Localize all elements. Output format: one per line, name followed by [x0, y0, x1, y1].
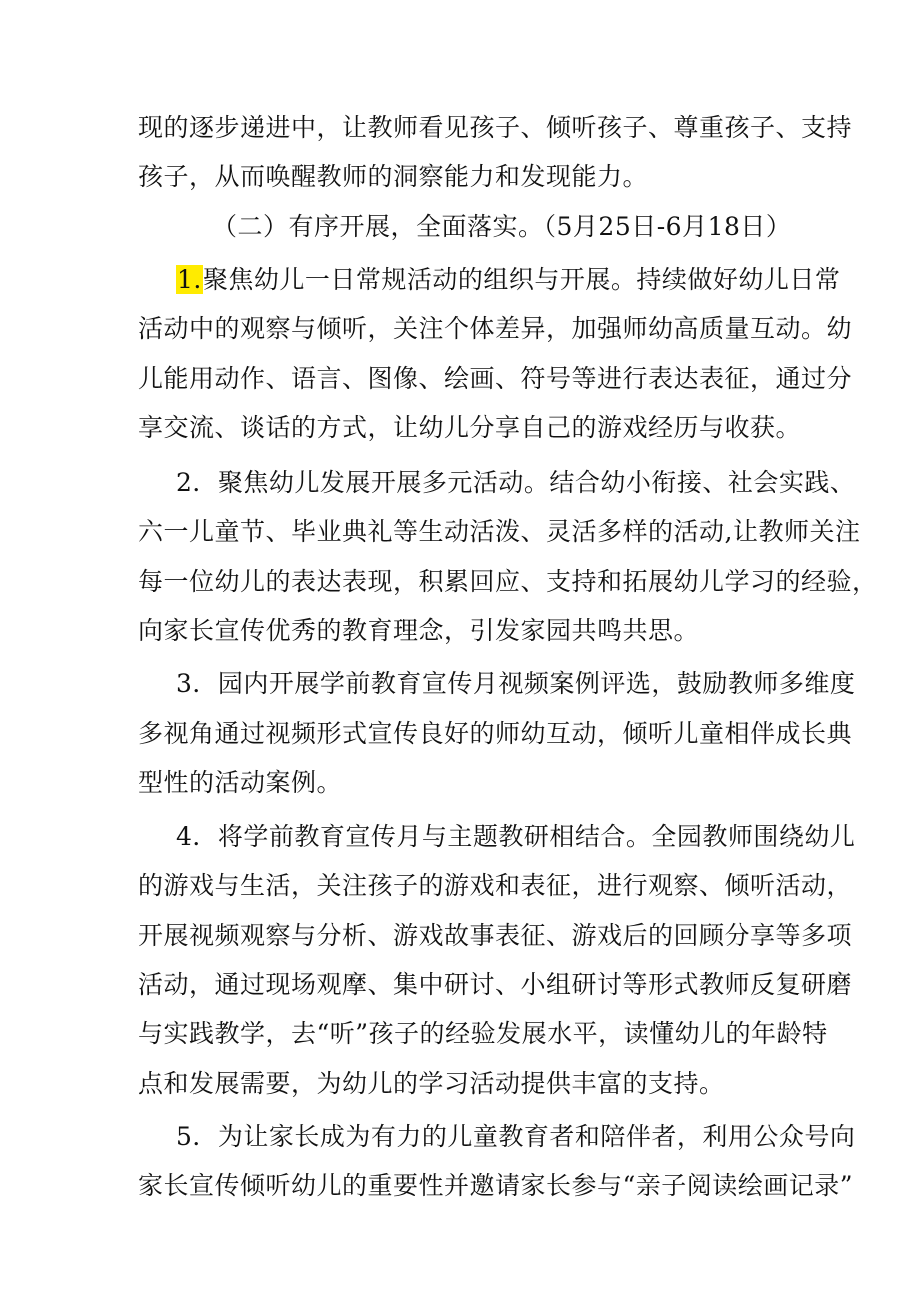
list-item-2-first-line: 2．聚焦幼儿发展开展多元活动。结合幼小衔接、社会实践、: [176, 468, 856, 497]
text-line: 的游戏与生活，关注孩子的游戏和表征，进行观察、倾听活动，: [138, 871, 853, 900]
text-line: 聚焦幼儿一日常规活动的组织与开展。持续做好幼儿日常: [202, 265, 841, 294]
text-line: 现的逐步递进中，让教师看见孩子、倾听孩子、尊重孩子、支持: [138, 113, 853, 142]
list-item-3-first-line: 3．园内开展学前教育宣传月视频案例评选，鼓励教师多维度: [176, 669, 856, 698]
text-line: 型性的活动案例。: [138, 768, 343, 797]
list-item-5-first-line: 5．为让家长成为有力的儿童教育者和陪伴者，利用公众号向: [176, 1122, 856, 1151]
text-line: 活动，通过现场观摩、集中研讨、小组研讨等形式教师反复研磨: [138, 970, 853, 999]
text-line: 孩子，从而唤醒教师的洞察能力和发现能力。: [138, 162, 649, 191]
text-line: 活动中的观察与倾听，关注个体差异，加强师幼高质量互动。幼: [138, 314, 853, 343]
item-number-highlight: 1.: [177, 265, 202, 294]
list-item-4-first-line: 4．将学前教育宣传月与主题教研相结合。全园教师围绕幼儿: [176, 822, 856, 851]
text-line: 向家长宣传优秀的教育理念，引发家园共鸣共思。: [138, 616, 700, 645]
text-line: 六一儿童节、毕业典礼等生动活泼、灵活多样的活动,让教师关注: [138, 517, 861, 546]
text-line: 家长宣传倾听幼儿的重要性并邀请家长参与“亲子阅读绘画记录”: [138, 1171, 854, 1200]
list-item-1-first-line: [176, 260, 841, 300]
text-line: 开展视频观察与分析、游戏故事表征、游戏后的回顾分享等多项: [138, 921, 853, 950]
text-line: 点和发展需要，为幼儿的学习活动提供丰富的支持。: [138, 1069, 725, 1098]
text-line: 多视角通过视频形式宣传良好的师幼互动，倾听儿童相伴成长典: [138, 719, 853, 748]
text-line: 儿能用动作、语言、图像、绘画、符号等进行表达表征，通过分: [138, 364, 853, 393]
text-line: 每一位幼儿的表达表现，积累回应、支持和拓展幼儿学习的经验，: [138, 567, 878, 596]
section-heading: （二）有序开展，全面落实。（5月25日-6月18日）: [212, 212, 792, 241]
text-line: 与实践教学，去“听”孩子的经验发展水平，读懂幼儿的年龄特: [138, 1019, 828, 1048]
text-line: 享交流、谈话的方式，让幼儿分享自己的游戏经历与收获。: [138, 413, 802, 442]
